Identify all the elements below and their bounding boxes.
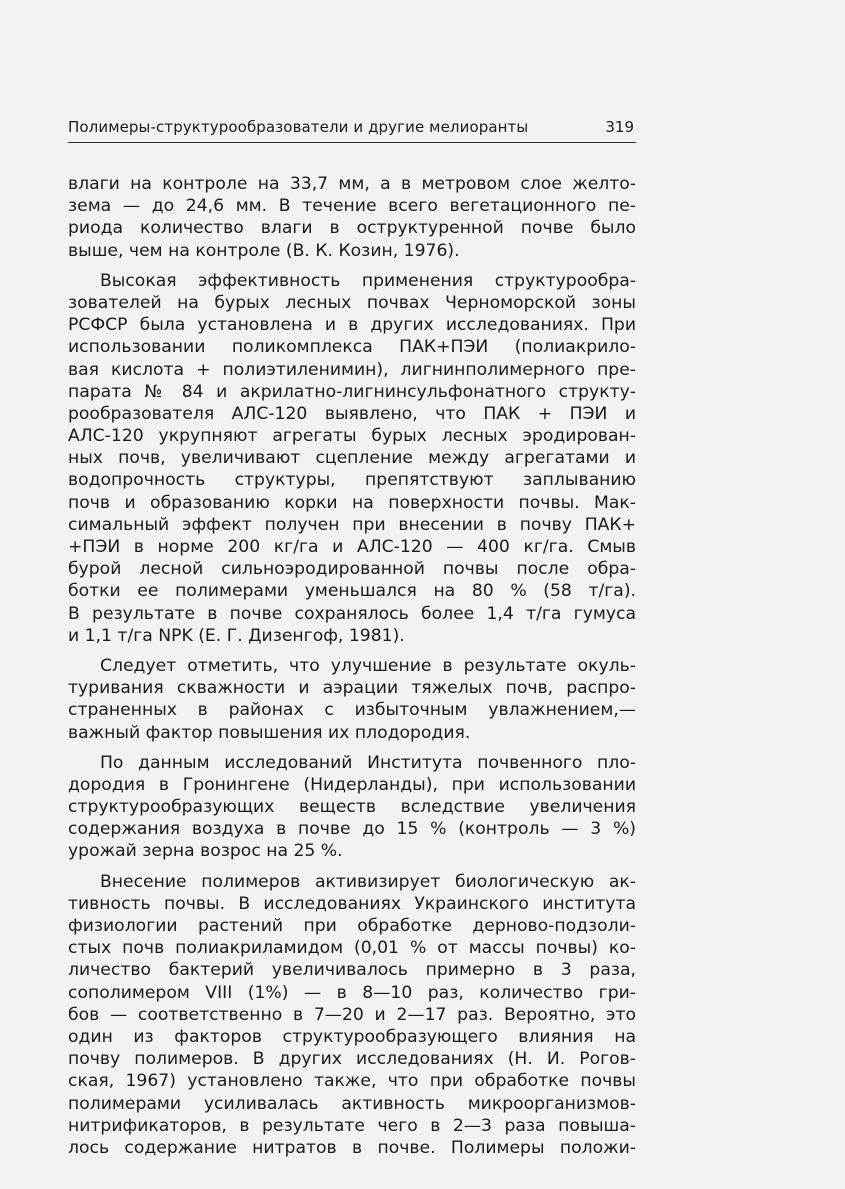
text-line: ботки ее полимерами уменьшался на 80 % (58 т/га). [68,581,636,602]
text-line: содержания воздуха в почве до 15 % (контроль — 3 %) [68,819,636,840]
text-line: парата № 84 и акрилатно-лигнинсульфонатного структу- [68,381,636,402]
text-line: выше, чем на контроле (В. К. Козин, 1976). [68,240,460,261]
text-line: влаги на контроле на 33,7 мм, а в метровом слое желто- [68,174,636,194]
text-line: вая кислота + полиэтиленимин), лигнинполимерного пре- [68,359,636,380]
text-line: урожай зерна возрос на 25 %. [68,841,343,862]
text-line: структурообразующих веществ вследствие увеличения [68,797,636,818]
text-line: ных почв, увеличивают сцепление между агрегатами и [68,448,636,469]
text-line: дородия в Гронингене (Нидерланды), при использовании [68,774,636,795]
text-line: почву полимеров. В других исследованиях (Н. И. Рогов- [68,1049,636,1070]
text-line: туривания скважности и аэрации тяжелых почв, распро- [68,678,636,699]
text-line: Высокая эффективность применения структурообра- [100,270,636,291]
text-line: сополимером VIII (1%) — в 8—10 раз, количество гри- [68,982,636,1003]
text-line: бов — соответственно в 7—20 и 2—17 раз. Вероятно, это [68,1004,636,1025]
text-line: почв и образованию корки на поверхности почвы. Мак- [68,492,636,513]
text-line: лось содержание нитратов в почве. Полимеры положи- [68,1137,636,1158]
text-line: зователей на бурых лесных почвах Черноморской зоны [68,292,636,313]
text-line: ская, 1967) установлено также, что при обработке почвы [68,1071,636,1092]
text-line: страненных в районах с избыточным увлажнением,— [68,700,636,721]
text-line: использовании поликомплекса ПАК+ПЭИ (полиакрило- [68,337,636,358]
text-line: Внесение полимеров активизирует биологическую ак- [100,871,636,892]
text-line: стых почв полиакриламидом (0,01 % от массы почвы) ко- [68,938,636,959]
text-line: бурой лесной сильноэродированной почвы после обра- [68,559,636,580]
text-line: зема — до 24,6 мм. В течение всего вегетационного пе- [68,196,636,217]
paragraph-1 [68,173,636,262]
paragraph-2 [68,270,636,647]
body-text [68,173,636,1159]
text-line: риода количество влаги в оструктуренной почве было [68,218,636,239]
page-number: 319 [605,118,634,136]
paragraph-5 [68,871,636,1159]
text-line: тивность почвы. В исследованиях Украинского института [68,893,636,914]
text-line: РСФСР была установлена и в других исследованиях. При [68,315,636,336]
text-line: В результате в почве сохранялось более 1,4 т/га гумуса [68,603,636,624]
text-line: По данным исследований Института почвенного пло- [100,752,636,773]
running-title: Полимеры-структурообразователи и другие мелиоранты [68,118,529,136]
text-line: один из факторов структурообразующего влияния на [68,1026,636,1047]
text-line: симальный эффект получен при внесении в почву ПАК+ [68,514,636,535]
text-line: +ПЭИ в норме 200 кг/га и АЛС-120 — 400 кг/га. Смыв [68,537,636,557]
text-line: личество бактерий увеличивалось примерно в 3 раза, [68,960,636,981]
text-line: полимерами усиливалась активность микроорганизмов- [68,1093,636,1114]
text-line: и 1,1 т/га NPK (Е. Г. Дизенгоф, 1981). [68,625,405,646]
paragraph-4 [68,752,636,863]
paragraph-3 [68,655,636,744]
text-line: нитрификаторов, в результате чего в 2—3 раза повыша- [68,1115,636,1136]
text-line: физиологии растений при обработке дерново-подзоли- [68,916,636,936]
text-line: Следует отметить, что улучшение в результате окуль- [100,655,636,676]
text-line: АЛС-120 укрупняют агрегаты бурых лесных эродирован- [68,426,636,447]
text-line: рообразователя АЛС-120 выявлено, что ПАК + ПЭИ и [68,403,636,424]
text-line: важный фактор повышения их плодородия. [68,722,471,743]
running-header [68,114,636,143]
text-line: водопрочность структуры, препятствуют заплыванию [68,470,636,491]
